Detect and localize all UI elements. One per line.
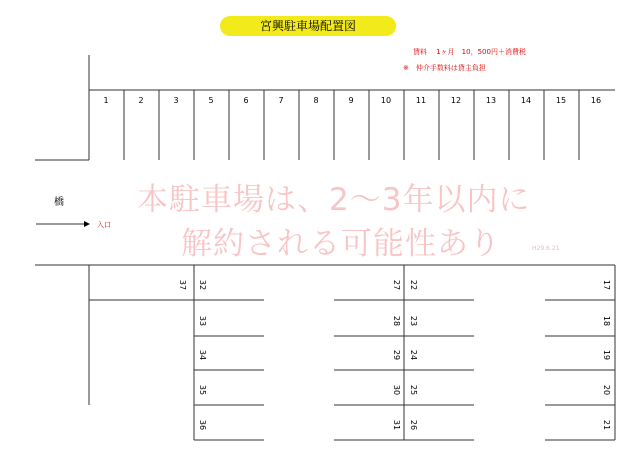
space-number-column-b: 29 (392, 349, 401, 361)
space-number-top: 8 (313, 96, 319, 105)
space-number-column-a: 34 (198, 349, 207, 361)
space-number-top: 9 (348, 96, 354, 105)
space-number-top: 1 (103, 96, 109, 105)
space-number-top: 14 (520, 96, 532, 105)
space-number-top: 6 (243, 96, 249, 105)
space-number-column-c: 22 (409, 279, 418, 291)
date-stamp: H29.6.21 (532, 245, 560, 252)
space-number-column-c: 25 (409, 384, 418, 396)
space-number-top: 12 (450, 96, 462, 105)
space-number-column-a: 36 (198, 419, 207, 431)
space-number-top: 16 (590, 96, 602, 105)
space-number-column-b: 30 (392, 384, 401, 396)
page-title: 宮興駐車場配置図 (259, 19, 356, 33)
space-number-column-a: 33 (198, 315, 207, 327)
space-number-top: 15 (555, 96, 567, 105)
space-number-column-d: 19 (602, 349, 611, 361)
space-number-left: 37 (178, 279, 187, 291)
space-number-column-d: 21 (602, 419, 611, 431)
watermark-line-2: 解約される可能性あり (181, 226, 501, 262)
space-number-top: 2 (138, 96, 144, 105)
space-number-top: 13 (485, 96, 497, 105)
space-number-column-b: 31 (392, 419, 401, 431)
space-number-top: 10 (380, 96, 392, 105)
space-number-column-d: 17 (602, 279, 611, 291)
space-number-top: 7 (278, 96, 284, 105)
space-number-column-a: 32 (198, 279, 207, 291)
entrance-arrow-head (84, 221, 90, 227)
space-number-column-c: 24 (409, 349, 418, 361)
fee-note: ※ 仲介手数料は貸主負担 (403, 64, 486, 72)
space-number-top: 3 (173, 96, 179, 105)
entrance-label: 入口 (97, 221, 111, 229)
space-number-column-a: 35 (198, 384, 207, 396)
price-note: 賃料 1ヶ月 10，500円＋消費税 (413, 48, 526, 56)
space-number-top: 5 (208, 96, 214, 105)
space-number-column-b: 28 (392, 315, 401, 327)
space-number-column-d: 18 (602, 315, 611, 327)
watermark-line-1: 本駐車場は、2～3年以内に (137, 182, 531, 218)
space-number-column-c: 26 (409, 419, 418, 431)
space-number-column-d: 20 (602, 384, 611, 396)
space-number-column-b: 27 (392, 279, 401, 291)
bridge-label: 橋 (54, 197, 64, 208)
space-number-top: 11 (415, 96, 427, 105)
space-number-column-c: 23 (409, 315, 418, 327)
